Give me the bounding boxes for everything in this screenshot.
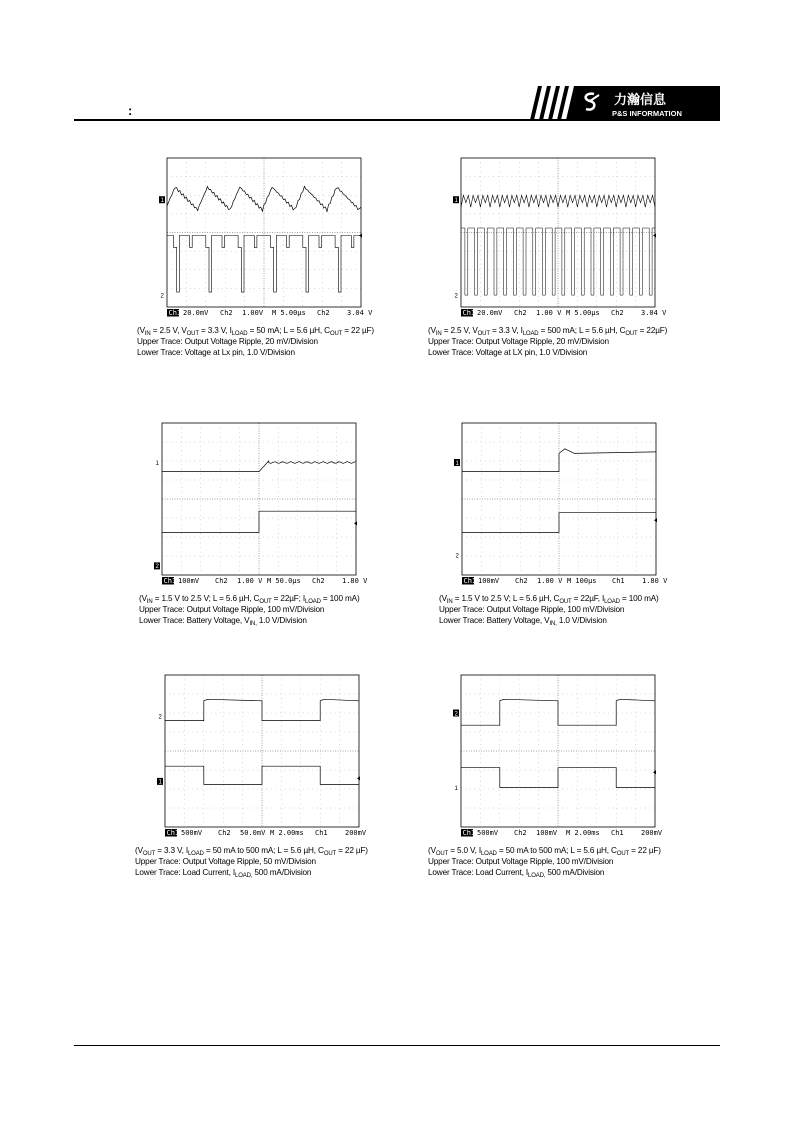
scope-screenshot-load-transient-3v3 <box>153 672 367 840</box>
ch2-marker <box>455 293 459 299</box>
caption-conditions: ($V_{OUT} = 5.0$ V, $I_{LOAD} = 50$ mA to 500 mA; L = 5.6 µH, $C_{OUT} = 22$ µF) <box>428 846 661 857</box>
caption-lower-trace: Lower Trace: Voltage at LX pin, 1.0 V/Division <box>428 348 588 357</box>
status-field: 1.00 V <box>537 577 563 585</box>
status-field: 20.0mV <box>183 309 209 317</box>
status-field: Ch2 <box>215 577 228 585</box>
caption-ripple-500ma <box>428 325 667 358</box>
status-field: 100mV <box>178 577 200 585</box>
ch1-marker <box>156 461 160 467</box>
status-field: 200mV <box>345 829 367 837</box>
status-field: 1.00 V <box>536 309 562 317</box>
trigger-level-arrow <box>354 521 357 525</box>
ch2-marker <box>456 554 460 560</box>
ch1-marker <box>157 778 163 786</box>
scope-screenshot-line-transient-100us <box>450 420 668 588</box>
svg-text:2: 2 <box>158 714 162 721</box>
logo-company-en: P&S INFORMATION <box>612 109 682 118</box>
status-ch1-label: Ch1 <box>168 309 182 317</box>
caption-line-transient-100us <box>439 593 659 626</box>
status-field: 1.00 V <box>237 577 263 585</box>
svg-text:1: 1 <box>160 198 164 205</box>
scope-screenshot-ripple-500ma <box>449 155 667 320</box>
status-field: 100mV <box>536 829 558 837</box>
status-field: Ch2 <box>611 309 624 317</box>
svg-text:2: 2 <box>454 711 458 718</box>
svg-text:2: 2 <box>455 553 459 560</box>
scope-screenshot-ripple-50ma <box>155 155 373 320</box>
status-field: 1.80 V <box>642 577 668 585</box>
svg-text:1: 1 <box>454 198 458 205</box>
caption-line-transient-50us <box>139 593 360 626</box>
caption-conditions: ($V_{IN} = 2.5$ V, $V_{OUT} = 3.3$ V, $I_{LOAD} = 50$ mA; L = 5.6 µH, $C_{OUT} = 22$ µF) <box>137 326 374 337</box>
status-field: 200mV <box>641 829 663 837</box>
svg-text:1: 1 <box>155 460 159 467</box>
status-field: 500mV <box>181 829 203 837</box>
caption-conditions: ($V_{IN} = 1.5$ V to 2.5 V; L = 5.6 µH, $C_{OUT} = 22\mu F$, $I_{LOAD} = 100$ mA) <box>439 594 659 605</box>
caption-upper-trace: Upper Trace: Output Voltage Ripple, 100 mV/Division <box>428 857 614 866</box>
svg-text:1: 1 <box>455 460 459 467</box>
header-colon: : <box>128 103 133 118</box>
status-field: Ch2 <box>515 577 528 585</box>
status-field: 1.80 V <box>342 577 368 585</box>
status-ch1-label: Ch1 <box>463 577 477 585</box>
ch1-marker <box>455 786 459 792</box>
trigger-level-arrow <box>653 770 656 774</box>
svg-text:2: 2 <box>454 293 458 300</box>
status-field: M 5.00µs <box>272 309 306 317</box>
caption-upper-trace: Upper Trace: Output Voltage Ripple, 20 mV/Division <box>137 337 318 346</box>
caption-load-transient-3v3 <box>135 845 368 878</box>
logo-company-cn: 力瀚信息 <box>614 93 667 108</box>
caption-lower-trace: Lower Trace: Battery Voltage, $V_{IN,}$ 1.0 V/Division <box>439 616 607 627</box>
svg-text:1: 1 <box>454 785 458 792</box>
trigger-level-arrow <box>359 233 362 237</box>
status-ch1-label: Ch1 <box>166 829 180 837</box>
company-logo <box>524 86 720 120</box>
status-field: M 2.00ms <box>566 829 600 837</box>
status-field: 3.04 V <box>347 309 373 317</box>
status-field: Ch2 <box>218 829 231 837</box>
status-ch1-label: Ch1 <box>462 829 476 837</box>
ch1-marker <box>454 459 460 467</box>
caption-lower-trace: Lower Trace: Load Current, $I_{LOAD,}$ 500 mA/Division <box>135 868 312 879</box>
status-field: Ch2 <box>514 829 527 837</box>
scope-graticule <box>167 158 361 307</box>
status-field: Ch1 <box>315 829 328 837</box>
caption-lower-trace: Lower Trace: Load Current, $I_{LOAD,}$ 500 mA/Division <box>428 868 605 879</box>
trigger-level-arrow <box>357 776 360 780</box>
status-ch1-label: Ch1 <box>163 577 177 585</box>
status-field: 100mV <box>478 577 500 585</box>
caption-load-transient-5v <box>428 845 661 878</box>
status-field: M 50.0µs <box>267 577 301 585</box>
ch2-marker <box>154 562 160 570</box>
scope-screenshot-load-transient-5v <box>449 672 663 840</box>
svg-text:2: 2 <box>155 564 159 571</box>
status-field: 1.00V <box>242 309 264 317</box>
caption-lower-trace: Lower Trace: Battery Voltage, $V_{IN,}$ 1.0 V/Division <box>139 616 307 627</box>
caption-upper-trace: Upper Trace: Output Voltage Ripple, 50 mV/Division <box>135 857 316 866</box>
status-field: Ch1 <box>612 577 625 585</box>
caption-ripple-50ma <box>137 325 374 358</box>
ch1-marker <box>159 196 165 204</box>
status-field: 20.0mV <box>477 309 503 317</box>
caption-conditions: ($V_{IN} = 2.5$ V, $V_{OUT} = 3.3$ V, $I_{LOAD} = 500$ mA; L = 5.6 µH, $C_{OUT} = 22\mu F$) <box>428 326 668 337</box>
status-ch1-label: Ch1 <box>462 309 476 317</box>
caption-upper-trace: Upper Trace: Output Voltage Ripple, 20 mV/Division <box>428 337 609 346</box>
status-field: 50.0mV <box>240 829 266 837</box>
status-field: 3.04 V <box>641 309 667 317</box>
caption-conditions: ($V_{IN} = 1.5$ V to 2.5 V; L = 5.6 µH, $C_{OUT} = 22\mu F$; $I_{LOAD} = 100$ mA) <box>139 594 360 605</box>
status-field: Ch2 <box>312 577 325 585</box>
status-field: Ch2 <box>220 309 233 317</box>
scope-graticule <box>461 158 655 307</box>
caption-conditions: ($V_{OUT} = 3.3$ V, $I_{LOAD} = 50$ mA to 500 mA; L = 5.6 µH, $C_{OUT} = 22$ µF) <box>135 846 368 857</box>
trigger-level-arrow <box>654 518 657 522</box>
caption-upper-trace: Upper Trace: Output Voltage Ripple, 100 mV/Division <box>139 605 325 614</box>
caption-upper-trace: Upper Trace: Output Voltage Ripple, 100 mV/Division <box>439 605 625 614</box>
footer-rule <box>74 1045 720 1046</box>
caption-lower-trace: Lower Trace: Voltage at Lx pin, 1.0 V/Division <box>137 348 295 357</box>
status-field: Ch1 <box>611 829 624 837</box>
status-field: M 2.00ms <box>270 829 304 837</box>
ch2-marker <box>159 714 163 720</box>
ch2-marker <box>453 710 459 718</box>
svg-text:1: 1 <box>158 779 162 786</box>
ch1-marker <box>453 196 459 204</box>
svg-text:2: 2 <box>160 293 164 300</box>
status-field: M 100µs <box>567 577 597 585</box>
status-field: Ch2 <box>317 309 330 317</box>
trigger-level-arrow <box>653 233 656 237</box>
scope-screenshot-line-transient-50us <box>150 420 368 588</box>
status-field: Ch2 <box>514 309 527 317</box>
ch2-marker <box>161 293 165 299</box>
status-field: 500mV <box>477 829 499 837</box>
status-field: M 5.00µs <box>566 309 600 317</box>
